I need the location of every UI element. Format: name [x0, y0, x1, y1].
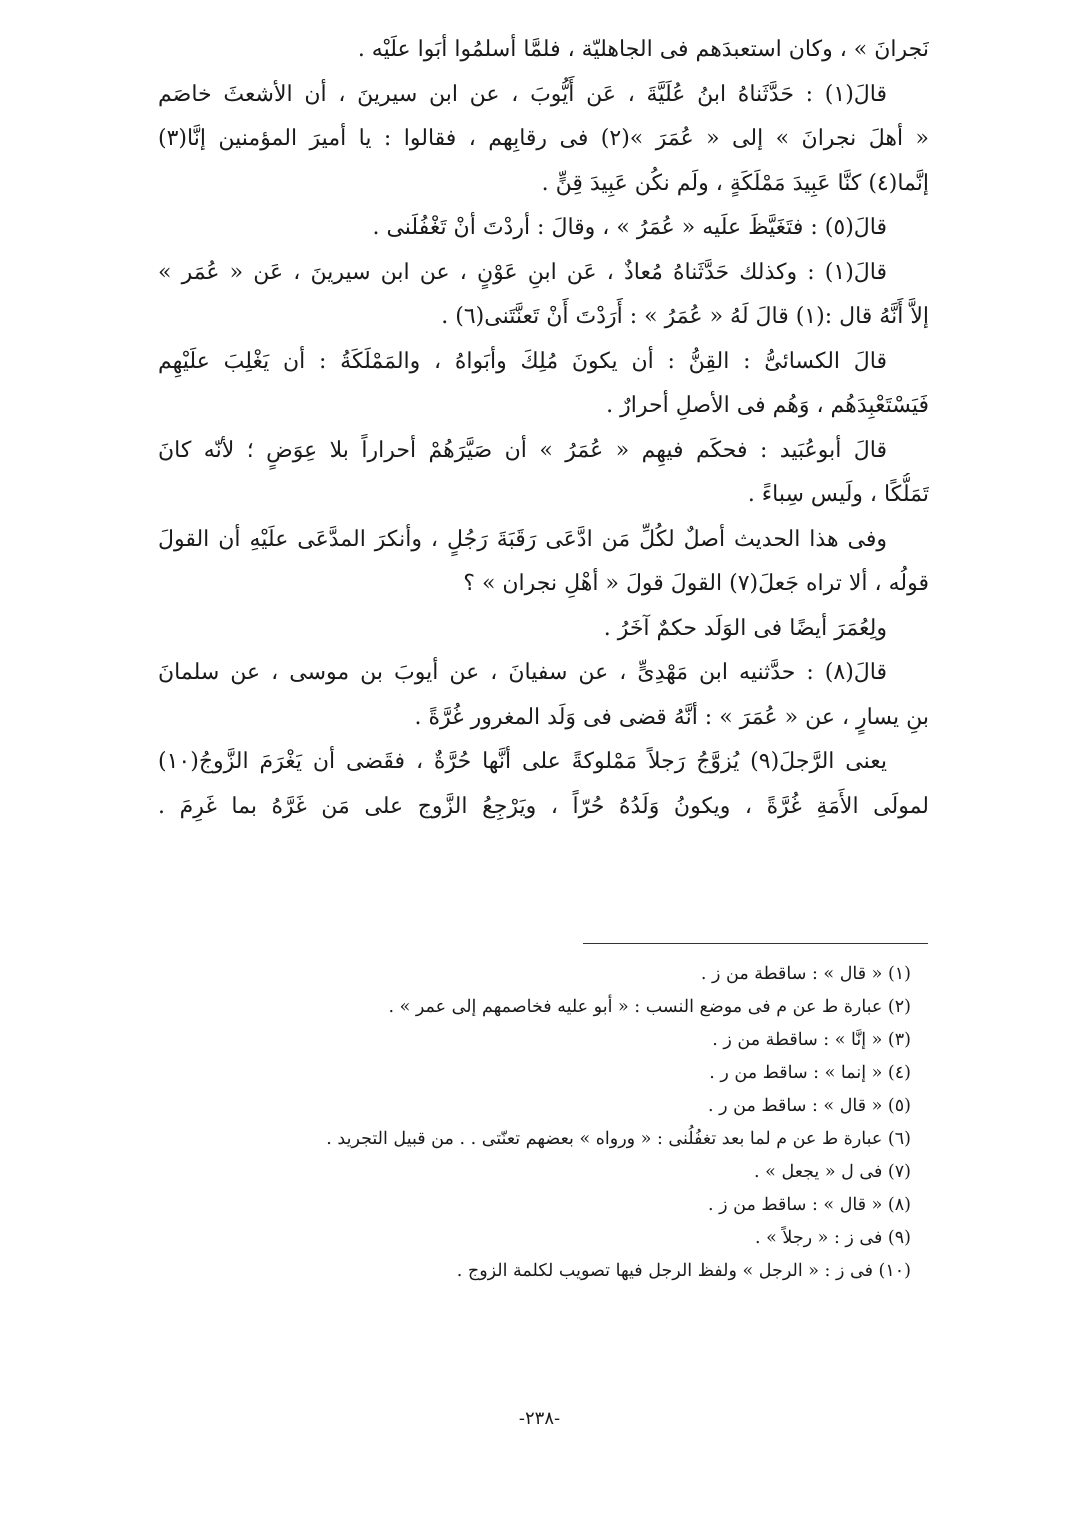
text-line: يعنى الرَّجلَ(٩) يُزوَّجُ رَجلاً مَمْلوكةً على أنَّها حُرَّةٌ ، فقَضى أن يَغْرَمَ الزَّوجُ(١٠) — [158, 749, 887, 774]
text-line: قالَ(١) : حَدَّثَناهُ ابنُ عُلَيَّةَ ، عَن أَيُّوبَ ، عن ابن سيرينَ ، أن الأشعثَ خاصَم — [158, 81, 887, 107]
text-line: قالَ(٥) : فتَغَيَّظَ علَيه « عُمَرُ » ، وقالَ : أردْتَ أنْ تَغْفُلَنى . — [372, 215, 887, 240]
page-number: -٢٣٨- — [518, 1408, 561, 1429]
text-line: قالَ(١) : وكذلك حَدَّثَناهُ مُعاذٌ ، عَن ابنِ عَوْنٍ ، عن ابن سيرينَ ، عَن « عُمَر » — [158, 259, 887, 285]
main-text — [158, 28, 929, 829]
text-line: تَمَلُّكًا ، ولَيس سِباءً . — [747, 482, 929, 507]
text-line: ولِعُمَرَ أيضًا فى الوَلَد حكمٌ آخَرُ . — [603, 615, 887, 641]
text-line: لمولَى الأَمَةِ غُرَّةً ، ويكونُ وَلَدُهُ حُرّاً ، ويَرْجِعُ الزَّوج على مَن غَرَّهُ بما غَرِمَ . — [158, 793, 929, 819]
text-line: وفى هذا الحديث أصلٌ لكُلِّ مَن ادَّعَى رَقَبَةَ رَجُلٍ ، وأنكرَ المدَّعَى علَيْهِ أن القولَ — [158, 526, 887, 552]
footnote: (٦) عبارة ط عن م لما بعد تغفُلُنى : « ورواه » بعضهم تعنّتى . . من قبيل التجريد . — [326, 1129, 911, 1149]
footnote: (٢) عبارة ط عن م فى موضع النسب : « أبو عليه فخاصمهم إلى عمر » . — [388, 997, 911, 1017]
text-line: قالَ الكسائىُّ : القِنُّ : أن يكونَ مُلِكَ وأبَواهُ ، والمَمْلَكَةُ : أن يَغْلِبَ علَيْهِم — [158, 348, 887, 374]
footnotes — [150, 958, 911, 1288]
text-line: إنَّما(٤) كنَّا عَبِيدَ مَمْلَكَةٍ ، ولَم نكُن عَبِيدَ قِنٍّ . — [541, 170, 929, 196]
footnote: (١) « قال » : ساقطة من ز . — [700, 964, 911, 984]
text-line: بنِ يسارٍ ، عن « عُمَرَ » : أنَّهُ قضى فى وَلَد المغرور غُرَّةً . — [414, 704, 929, 730]
footnote: (٤) « إنما » : ساقط من ر . — [709, 1063, 911, 1083]
text-line: قالَ(٨) : حدَّثنيه ابن مَهْدِىٍّ ، عن سفيانَ ، عن أيوبَ بن موسى ، عن سلمانَ — [158, 660, 887, 685]
footnote: (٨) « قال » : ساقط من ز . — [708, 1195, 911, 1215]
footnote: (١٠) فى ز : « الرجل » ولفظ الرجل فيها تصويب لكلمة الزوج . — [456, 1261, 911, 1281]
text-line: نَجرانَ » ، وكان استعبدَهم فى الجاهليّة ، فلمَّا أسلمُوا أبَوا علَيْه . — [357, 37, 929, 62]
footnote: (٧) فى ل « يجعل » . — [754, 1162, 911, 1182]
footnote: (٣) « إنَّا » : ساقطة من ز . — [712, 1030, 911, 1050]
text-line: قولُه ، ألا تراه جَعلَ(٧) القولَ قولَ « أهْلِ نجران » ؟ — [463, 571, 929, 596]
footnote: (٩) فى ز : « رجلاً » . — [755, 1228, 911, 1248]
text-line: قالَ أبوعُبَيد : فحكَم فيهِم « عُمَرُ » أن صَيَّرَهُمْ أحراراً بلا عِوَضٍ ؛ لأنّه كانَ — [158, 437, 887, 463]
footnote-separator — [583, 943, 928, 944]
footnote: (٥) « قال » : ساقط من ر . — [708, 1096, 911, 1116]
text-line: إلاَّ أَنَّهُ قال :(١) قالَ لَهُ « عُمَرُ » : أَرَدْتَ أَنْ تَعنَّتَنى(٦) . — [441, 304, 929, 329]
text-line: « أهلَ نجرانَ » إلى « عُمَرَ »(٢) فى رقابِهم ، فقالوا : يا أميرَ المؤمنين إنَّا(٣) — [158, 126, 929, 151]
text-line: فَيَسْتَعْبِدَهُم ، وَهُم فى الأصلِ أحرارٌ . — [606, 393, 929, 418]
